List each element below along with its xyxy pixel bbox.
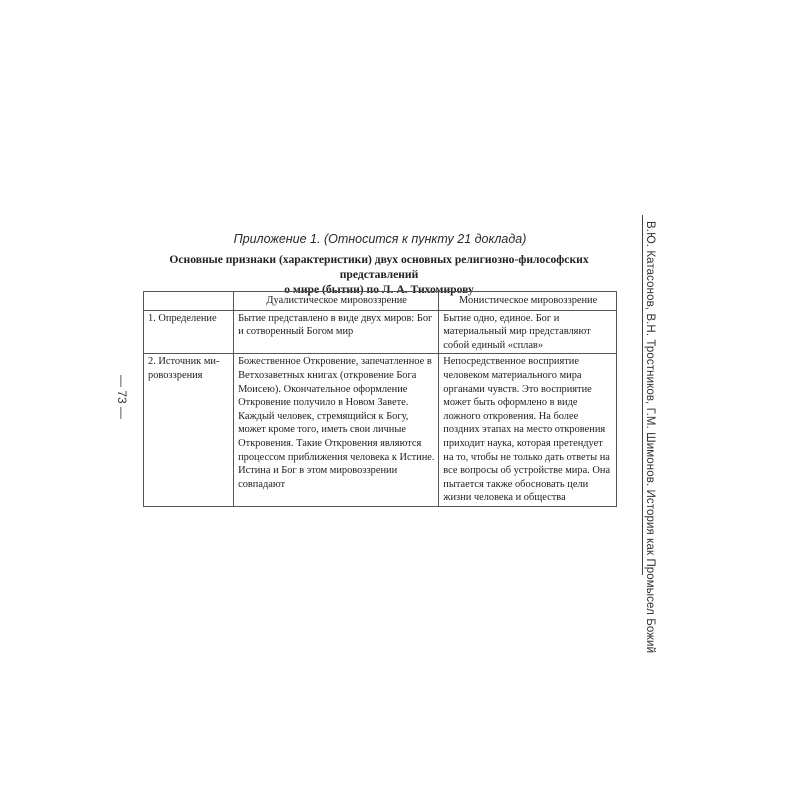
table-header-row — [144, 292, 617, 311]
table-caption-line-2: о мире (бытии) по Л. А. Тихомирову — [284, 283, 474, 296]
table-row — [144, 354, 617, 507]
comparison-table — [143, 291, 617, 507]
row-label-source: 2. Источник мировоззрения — [144, 354, 234, 507]
cell-monistic-definition: Бытие одно, единое. Бог и материальный мир представляют собой единый «сплав» — [439, 310, 617, 354]
header-empty-cell — [144, 292, 234, 311]
header-monistic: Монистическое мировоззрение — [439, 292, 617, 311]
table-caption-line-1: Основные признаки (характеристики) двух основных религиозно-философских представлений — [169, 253, 589, 281]
row-label-definition: 1. Определение — [144, 310, 234, 354]
running-head-rule — [642, 215, 643, 575]
header-dualistic: Дуалистическое мировоззрение — [234, 292, 439, 311]
cell-dualistic-source: Божественное Откровение, запечатленное в Ветхозаветных книгах (откровение Бога Моисею). Окончательное оформление Откровение получило в Новом Завете. Каждый человек, стремящийся к Богу, может кроме того, иметь свои личные Откровения. Такие Откровения являются процессом приближения человека к Истине. Истина и Бог в этом мировоззрении совпадают — [234, 354, 439, 507]
cell-monistic-source: Непосредственное восприятие человеком материального мира органами чувств. Это восприятие может быть оформлено в виде ложного откровения. На более поздних этапах на место откровения приходит наука, которая претендует на то, чтобы не только дать ответы на все вопросы об устройстве мира. Она пытается также обосновать цели жизни человека и общества — [439, 354, 617, 507]
table-row — [144, 310, 617, 354]
page-number: — 73 — — [115, 374, 129, 419]
running-head: В.Ю. Катасонов, В.Н. Тростников, Г.М. Шимонов. История как Промысел Божий — [644, 221, 656, 654]
appendix-title: Приложение 1. (Относится к пункту 21 доклада) — [233, 232, 527, 246]
cell-dualistic-definition: Бытие представлено в виде двух миров: Бог и сотворенный Богом мир — [234, 310, 439, 354]
